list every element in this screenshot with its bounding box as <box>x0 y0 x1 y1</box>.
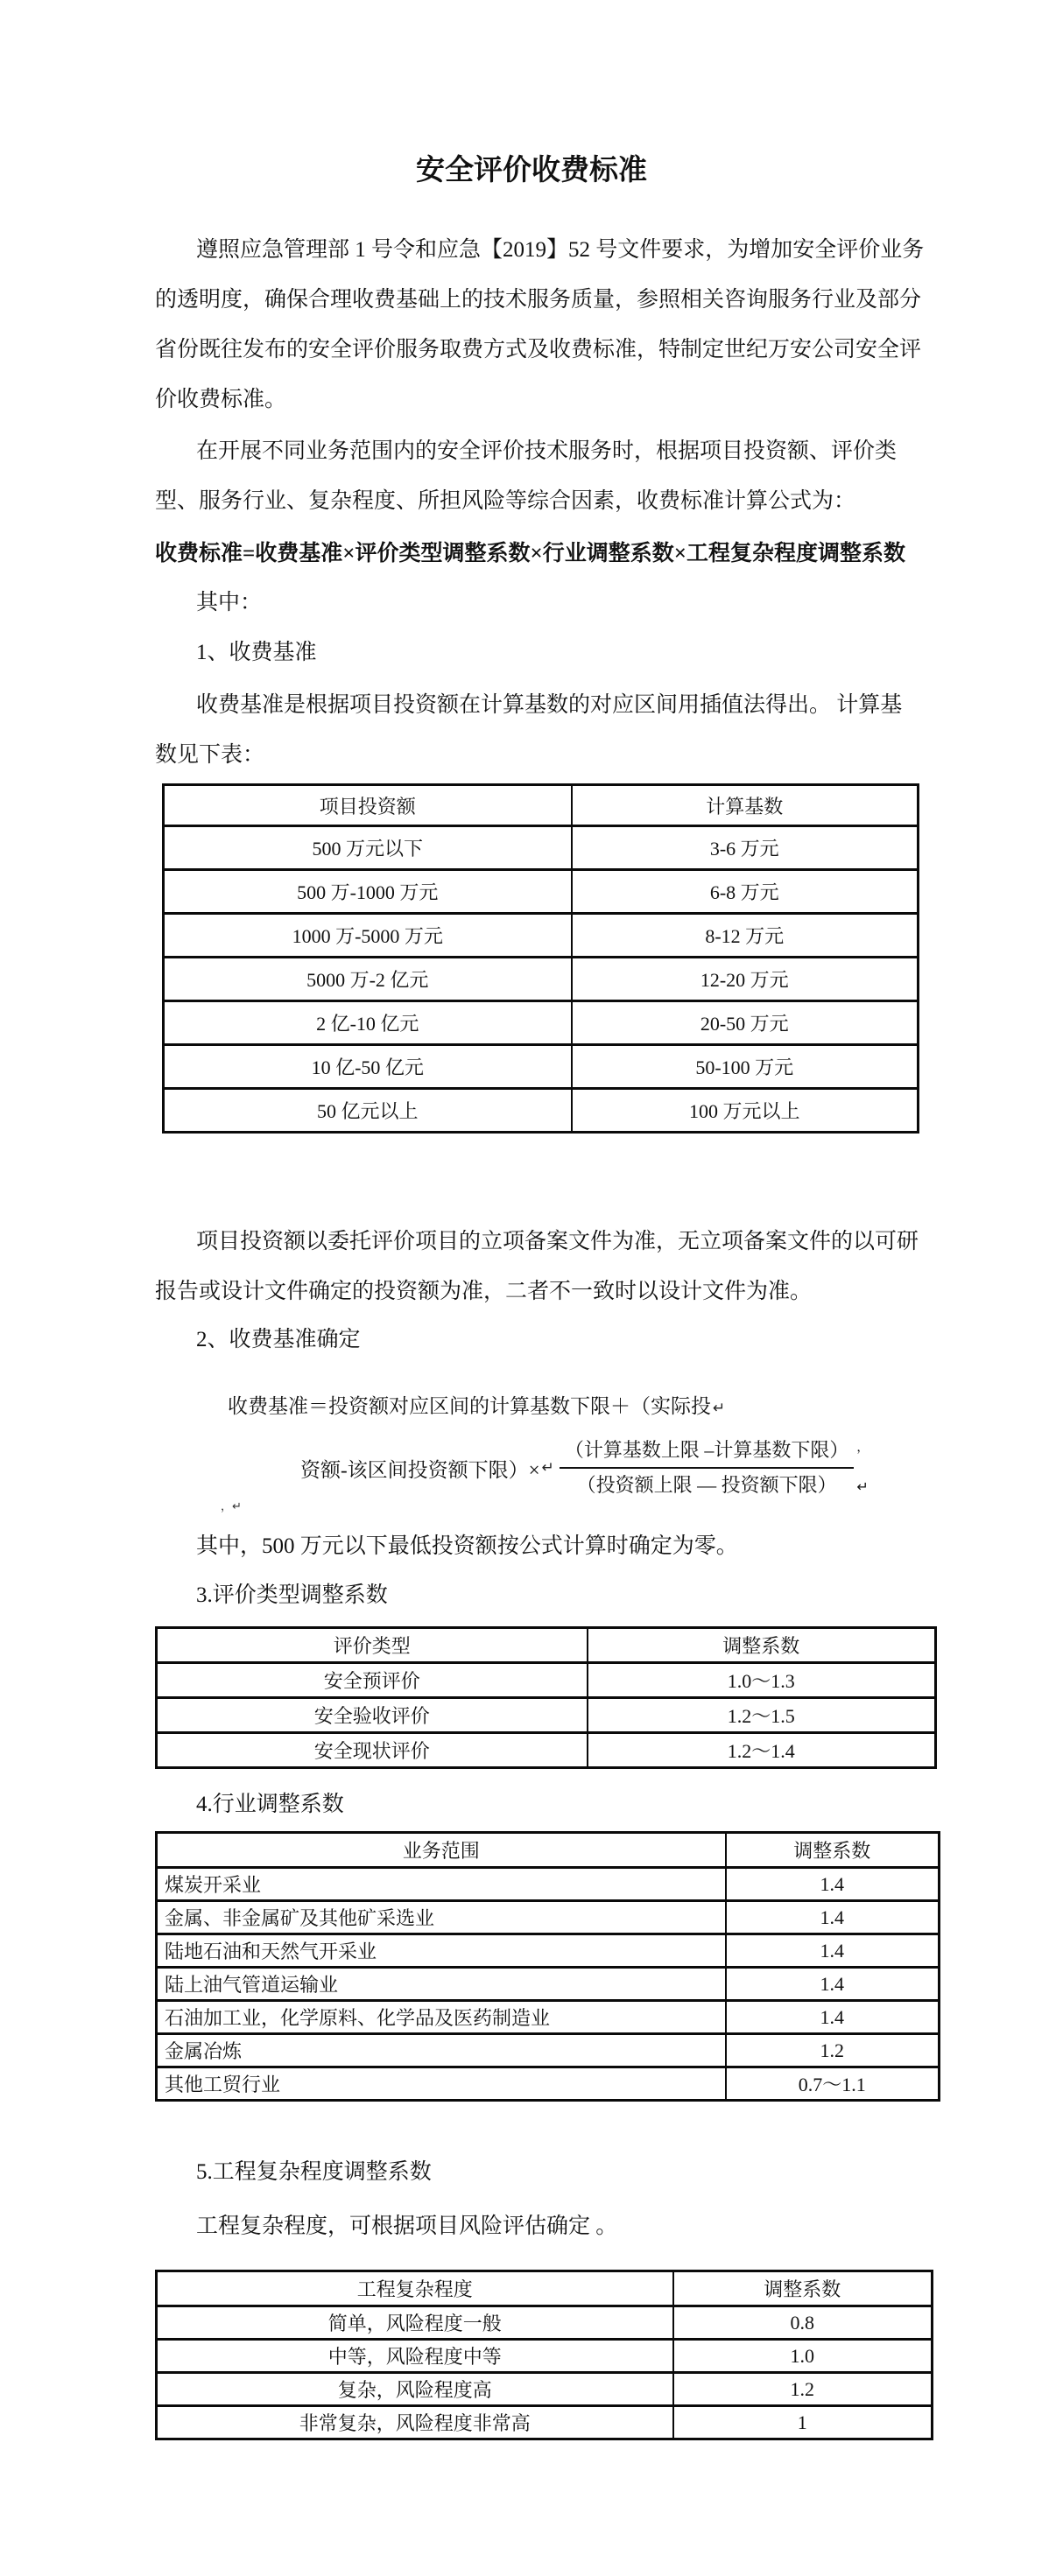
table-cell: 金属冶炼 <box>157 2034 726 2067</box>
table-cell: 1.2 <box>673 2373 933 2406</box>
table-cell: 100 万元以上 <box>572 1089 919 1133</box>
table-header-row <box>157 2271 933 2306</box>
table-header-cell: 业务范围 <box>157 1833 726 1868</box>
text-line: 价收费标准。 <box>155 388 287 411</box>
paragraph-return-mark: ↵ <box>541 1459 554 1477</box>
table-row <box>157 1663 936 1698</box>
table-header-row <box>164 785 919 826</box>
table-header-cell: 评价类型 <box>157 1628 588 1663</box>
table-header-cell: 计算基数 <box>572 785 919 826</box>
table-cell: 1.2 <box>726 2034 940 2067</box>
equation-text: 收费基准＝投资额对应区间的计算基数下限＋（实际投 <box>228 1395 711 1417</box>
text-line: 报告或设计文件确定的投资额为准，二者不一致时以设计文件为准。 <box>155 1280 813 1303</box>
stray-paragraph-mark: ，↵ <box>221 1500 242 1513</box>
table-row <box>164 1045 919 1089</box>
fraction-side-marks <box>856 1440 869 1496</box>
fraction-denominator: （投资额上限 — 投资额下限） <box>576 1474 837 1496</box>
table-cell: 安全现状评价 <box>157 1733 588 1768</box>
formula-text: 收费标准=收费基准×评价类型调整系数×行业调整系数×工程复杂程度调整系数 <box>155 542 905 565</box>
table-cell: 复杂，风险程度高 <box>157 2373 673 2406</box>
table-cell: 石油加工业，化学原料、化学品及医药制造业 <box>157 2001 726 2034</box>
table-cell: 1.4 <box>726 1901 940 1934</box>
table-cell: 安全预评价 <box>157 1663 588 1698</box>
table-cell: 陆上油气管道运输业 <box>157 1968 726 2001</box>
table-cell: 煤炭开采业 <box>157 1868 726 1901</box>
comma-mark: ， <box>856 1442 869 1455</box>
table-cell: 1.4 <box>726 1968 940 2001</box>
table-row <box>157 2373 933 2406</box>
table-row <box>157 1698 936 1733</box>
table-evaluation-type <box>155 1626 937 1769</box>
table-cell: 陆地石油和天然气开采业 <box>157 1934 726 1968</box>
table-cell: 12-20 万元 <box>572 958 919 1001</box>
equation-fraction <box>560 1435 855 1500</box>
table-cell: 8-12 万元 <box>572 914 919 958</box>
paragraph-return-mark: ↵ <box>856 1478 869 1495</box>
table-row <box>164 958 919 1001</box>
table-header-cell: 调整系数 <box>588 1628 936 1663</box>
section-item-4 <box>196 1779 344 1829</box>
table-row <box>157 2340 933 2373</box>
table-cell: 1.4 <box>726 1934 940 1968</box>
equation-line-2 <box>300 1435 869 1500</box>
table-row <box>157 1934 940 1968</box>
fee-formula-bold-line <box>155 529 943 579</box>
paragraph-scope <box>155 426 939 526</box>
section-item-2 <box>196 1315 361 1365</box>
table-row <box>157 1901 940 1934</box>
table-investment-base <box>162 783 919 1134</box>
table-cell: 0.8 <box>673 2306 933 2340</box>
table-cell: 其他工贸行业 <box>157 2067 726 2101</box>
paragraph-return-mark: ↵ <box>713 1400 726 1417</box>
text-line: 项目投资额以委托评价项目的立项备案文件为准，无立项备案文件的以可研 <box>196 1230 919 1253</box>
table-row <box>164 1089 919 1133</box>
fraction-numerator: （计算基数上限 –计算基数下限） <box>560 1435 855 1469</box>
table-cell: 6-8 万元 <box>572 870 919 914</box>
text-line: 5.工程复杂程度调整系数 <box>196 2160 432 2184</box>
table-row <box>164 1001 919 1045</box>
table-cell: 50-100 万元 <box>572 1045 919 1089</box>
table-industry-coefficient <box>155 1831 940 2102</box>
table-cell: 1.2～1.5 <box>588 1698 936 1733</box>
table-cell: 安全验收评价 <box>157 1698 588 1733</box>
table-cell: 1.4 <box>726 1868 940 1901</box>
table-cell: 5000 万-2 亿元 <box>164 958 572 1001</box>
table-cell: 20-50 万元 <box>572 1001 919 1045</box>
text-line: 其中： <box>196 591 263 614</box>
text-line: 其中，500 万元以下最低投资额按公式计算时确定为零。 <box>196 1534 738 1558</box>
section-item-5 <box>196 2147 432 2197</box>
table-cell: 1 <box>673 2406 933 2439</box>
table-cell: 10 亿-50 亿元 <box>164 1045 572 1089</box>
page-title: 安全评价收费标准 <box>416 155 647 186</box>
text-line: 的透明度，确保合理收费基础上的技术服务质量，参照相关咨询服务行业及部分 <box>155 288 922 312</box>
text-line: 遵照应急管理部 1 号令和应急【2019】52 号文件要求，为增加安全评价业务 <box>196 238 925 262</box>
table-complexity-coefficient <box>155 2270 933 2440</box>
complexity-note <box>196 2201 617 2251</box>
table-row <box>164 826 919 870</box>
table-cell: 1.4 <box>726 2001 940 2034</box>
section-item-3 <box>196 1570 388 1620</box>
zero-note <box>196 1521 738 1571</box>
table-cell: 2 亿-10 亿元 <box>164 1001 572 1045</box>
table-row <box>157 2001 940 2034</box>
table-cell: 3-6 万元 <box>572 826 919 870</box>
table-cell: 中等，风险程度中等 <box>157 2340 673 2373</box>
paragraph-base-basis <box>155 680 939 780</box>
table-header-row <box>157 1628 936 1663</box>
text-line: 省份既往发布的安全评价服务取费方式及收费标准，特制定世纪万安公司安全评 <box>155 338 922 361</box>
table-header-row <box>157 1833 940 1868</box>
table-header-cell: 工程复杂程度 <box>157 2271 673 2306</box>
table-row <box>157 2306 933 2340</box>
text-line: 3.评价类型调整系数 <box>196 1583 388 1607</box>
table-row <box>157 1868 940 1901</box>
table-cell: 金属、非金属矿及其他矿采选业 <box>157 1901 726 1934</box>
table-row <box>157 2034 940 2067</box>
among-label <box>196 578 262 628</box>
table-cell: 简单，风险程度一般 <box>157 2306 673 2340</box>
table-cell: 1000 万-5000 万元 <box>164 914 572 958</box>
table-header-cell: 项目投资额 <box>164 785 572 826</box>
table-cell: 0.7～1.1 <box>726 2067 940 2101</box>
table-cell: 500 万元以下 <box>164 826 572 870</box>
table-cell: 500 万-1000 万元 <box>164 870 572 914</box>
table-row <box>164 914 919 958</box>
text-line: 2、收费基准确定 <box>196 1328 361 1351</box>
text-line: 工程复杂程度，可根据项目风险评估确定 。 <box>196 2215 618 2238</box>
text-line: 1、收费基准 <box>196 641 317 664</box>
paragraph-intro <box>155 225 939 425</box>
table-cell: 1.0～1.3 <box>588 1663 936 1698</box>
table-cell: 50 亿元以上 <box>164 1089 572 1133</box>
table-row <box>157 2067 940 2101</box>
text-line: 在开展不同业务范围内的安全评价技术服务时，根据项目投资额、评价类 <box>196 439 898 463</box>
section-item-1 <box>196 628 317 677</box>
equation-line-1 <box>228 1381 725 1431</box>
text-line: 型、服务行业、复杂程度、所担风险等综合因素，收费标准计算公式为： <box>155 489 856 513</box>
table-cell: 1.0 <box>673 2340 933 2373</box>
text-line: 数见下表： <box>155 743 265 767</box>
table-cell: 1.2～1.4 <box>588 1733 936 1768</box>
table-row <box>157 1968 940 2001</box>
paragraph-investment-note <box>155 1217 939 1316</box>
table-row <box>164 870 919 914</box>
table-header-cell: 调整系数 <box>726 1833 940 1868</box>
text-line: 收费基准是根据项目投资额在计算基数的对应区间用插值法得出。 计算基 <box>196 693 903 717</box>
equation-text: 资额-该区间投资额下限）× <box>300 1458 540 1481</box>
table-row <box>157 2406 933 2439</box>
table-row <box>157 1733 936 1768</box>
table-cell: 非常复杂，风险程度非常高 <box>157 2406 673 2439</box>
table-header-cell: 调整系数 <box>673 2271 933 2306</box>
text-line: 4.行业调整系数 <box>196 1793 344 1816</box>
